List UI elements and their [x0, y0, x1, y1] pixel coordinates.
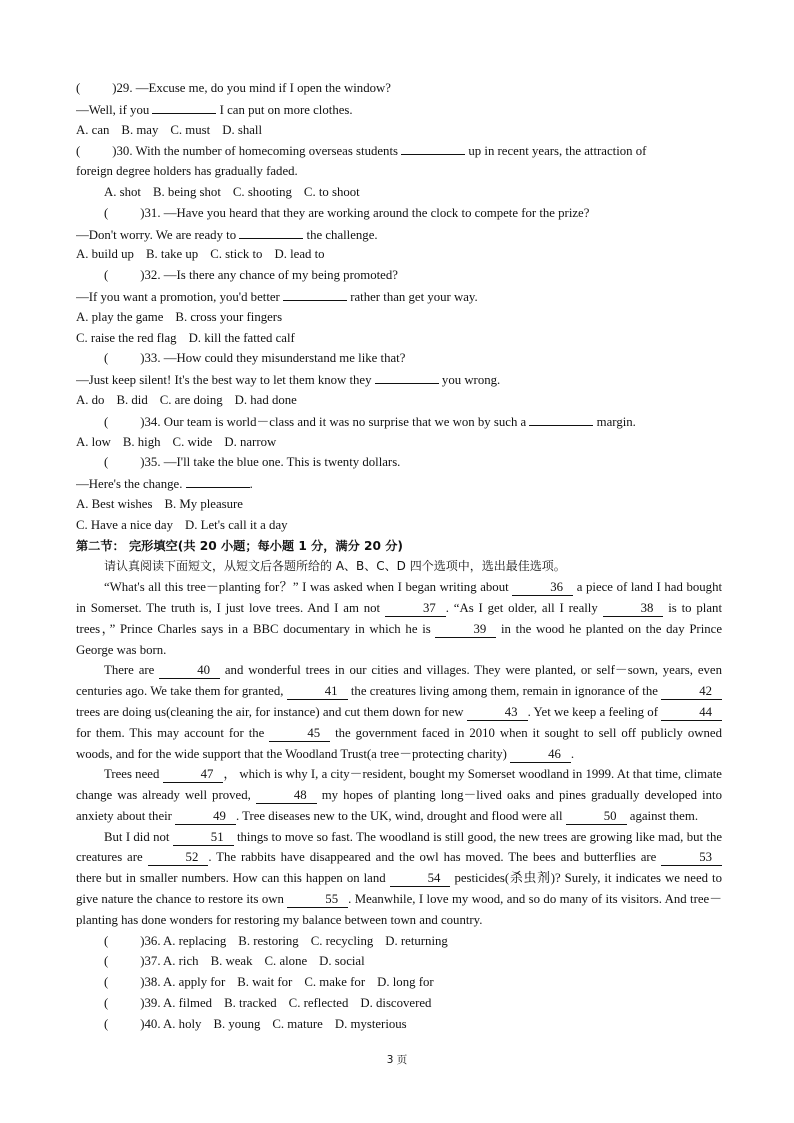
cloze-blank: 47	[163, 767, 224, 783]
question-35-options: A. Best wishes B. My pleasure	[76, 496, 243, 511]
answer-blank	[152, 99, 216, 114]
question-34: ( )34. Our team is world－class and it was no surprise that we won by such a margin.	[76, 411, 722, 432]
question-31-reply: —Don't worry. We are ready to the challenge.	[76, 224, 722, 245]
cloze-blank: 51	[173, 830, 234, 846]
question-29: ( )29. —Excuse me, do you mind if I open the window?	[76, 81, 391, 95]
cloze-blank: 36	[512, 580, 573, 596]
cloze-blank: 48	[256, 788, 317, 804]
question-35-reply: —Here's the change. .	[76, 473, 722, 494]
cloze-blank: 42	[661, 684, 722, 700]
cloze-blank: 53	[661, 850, 722, 866]
page-number: 3 页	[386, 1054, 408, 1066]
question-30: ( )30. With the number of homecoming overseas students up in recent years, the attraction of	[76, 140, 722, 161]
question-35-options-2: C. Have a nice day D. Let's call it a day	[76, 517, 288, 532]
question-31-options: A. build up B. take up C. stick to D. lead to	[76, 247, 325, 262]
cloze-blank: 40	[159, 663, 220, 679]
question-33-options: A. do B. did C. are doing D. had done	[76, 392, 297, 407]
cloze-blank: 46	[510, 747, 571, 763]
answer-blank	[186, 473, 250, 488]
section-heading: 第二节： 完形填空(共 20 小题；每小题 1 分，满分 20 分)	[76, 538, 403, 553]
answer-blank	[401, 140, 465, 155]
question-30-cont: foreign degree holders has gradually faded.	[76, 164, 298, 179]
cloze-option-40: ( )40. A. holy B. young C. mature D. mysterious	[104, 1016, 407, 1031]
question-34-options: A. low B. high C. wide D. narrow	[76, 434, 277, 449]
passage-paragraph-4: But I did not 51 things to move so fast. The woodland is still good, the new trees are growing like mad, but the creatures are 52 . The rabbits have disappeared and the owl has moved. The bees and butterflies are 53 there but in smaller numbers. How can this happen on land 54 pesticides(杀虫剂)? Surely, it indicates we need to give nature the chance to restore its own 55 . Meanwhile, I love my wood, and so do many of its visitors. And tree－planting has done wonders for restoring my balance between town and country.	[76, 829, 723, 927]
cloze-blank: 37	[385, 601, 446, 617]
cloze-blank: 39	[435, 622, 496, 638]
question-number: 29	[116, 81, 130, 95]
cloze-blank: 55	[287, 892, 348, 908]
cloze-blank: 43	[467, 705, 528, 721]
question-30-options: A. shot B. being shot C. shooting C. to shoot	[104, 184, 360, 199]
question-31: ( )31. —Have you heard that they are working around the clock to compete for the prize?	[104, 205, 590, 220]
question-33: ( )33. —How could they misunderstand me like that?	[104, 351, 406, 366]
question-32: ( )32. —Is there any chance of my being promoted?	[104, 268, 398, 283]
cloze-blank: 54	[390, 871, 451, 887]
cloze-option-38: ( )38. A. apply for B. wait for C. make for D. long for	[104, 975, 434, 990]
cloze-blank: 49	[175, 809, 236, 825]
passage-paragraph-1: “What's all this tree－planting for？” I was asked when I began writing about 36 a piece of land I had bought in Somerset. The truth is, I just love trees. And I am not 37 . “As I get older, all I really 38 is to plant trees，” Prince Charles says in a BBC documentary in which he is 39 in the wood he planted on the day Prince George was born.	[76, 580, 723, 657]
option-c: C. must	[170, 122, 211, 137]
question-29-options	[76, 120, 722, 141]
answer-blank	[375, 369, 439, 384]
question-32-options-2: C. raise the red flag D. kill the fatted calf	[76, 330, 295, 345]
question-35: ( )35. —I'll take the blue one. This is twenty dollars.	[104, 455, 401, 470]
cloze-blank: 52	[148, 850, 209, 866]
answer-blank	[239, 224, 303, 239]
question-33-reply: —Just keep silent! It's the best way to let them know they you wrong.	[76, 369, 722, 390]
cloze-option-36: ( )36. A. replacing B. restoring C. recycling D. returning	[104, 933, 448, 948]
cloze-blank: 38	[603, 601, 664, 617]
question-32-options: A. play the game B. cross your fingers	[76, 309, 283, 324]
cloze-blank: 50	[566, 809, 627, 825]
passage-paragraph-3: Trees need 47 ， which is why I, a city－resident, bought my Somerset woodland in 1999. At that time, climate change was already well proved, 48 my hopes of planting long－lived oaks and pines gradually developed into anxiety about their 49 . Tree diseases new to the UK, wind, drought and flood were all 50 against them.	[76, 767, 723, 823]
cloze-option-39: ( )39. A. filmed B. tracked C. reflected D. discovered	[104, 996, 432, 1011]
cloze-option-37: ( )37. A. rich B. weak C. alone D. social	[104, 954, 365, 969]
option-d: D. shall	[222, 122, 263, 137]
question-stem: —Excuse me, do you mind if I open the window?	[135, 81, 391, 95]
option-a: A. can	[76, 122, 110, 137]
option-b: B. may	[121, 122, 159, 137]
question-32-reply: —If you want a promotion, you'd better rather than get your way.	[76, 286, 722, 307]
section-instruction: 请认真阅读下面短文，从短文后各题所给的 A、B、C、D 四个选项中，选出最佳选项。	[104, 559, 566, 574]
answer-blank	[283, 286, 347, 301]
exam-page	[76, 78, 722, 1035]
passage-paragraph-2: There are 40 and wonderful trees in our cities and villages. They were planted, or self－sown, years, even centuries ago. We take them for granted, 41 the creatures living among them, remain in ignorance of the 42 trees are doing us(cleaning the air, for instance) and cut them down for new 43 . Yet we keep a feeling of 44 for them. This may account for the 45 the government faced in 2010 when it sought to sell off publicly owned woods, and for the wide support that the Woodland Trust(a tree－protecting charity) 46 .	[76, 663, 723, 761]
cloze-blank: 44	[661, 705, 722, 721]
answer-blank	[529, 411, 593, 426]
cloze-blank: 45	[269, 726, 330, 742]
cloze-blank: 41	[287, 684, 348, 700]
question-29-reply: —Well, if you I can put on more clothes.	[76, 99, 722, 120]
